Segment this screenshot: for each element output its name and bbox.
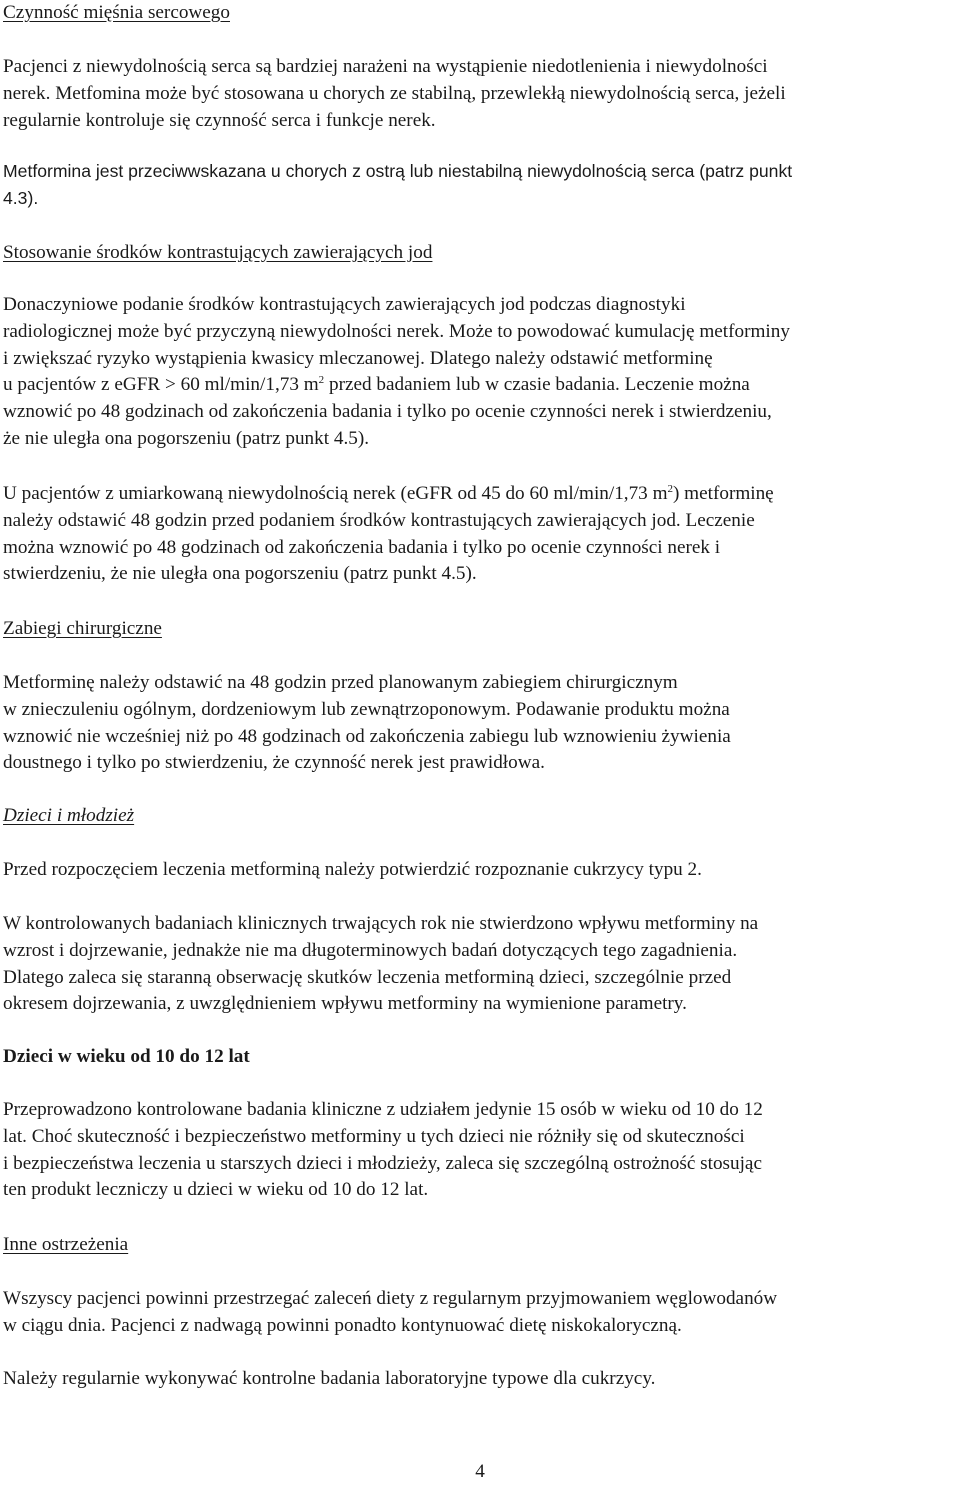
- text-line: regularnie kontroluje się czynność serca i funkcje nerek.: [3, 109, 436, 131]
- paragraph-diet: [3, 1286, 953, 1340]
- text-line: Dlatego zaleca się staranną obserwację skutków leczenia metforminą dzieci, szczególnie przed: [3, 966, 732, 988]
- text-line: wznowić po 48 godzinach od zakończenia badania i tylko po ocenie czynności nerek i stwierdzeniu,: [3, 401, 772, 423]
- section-heading-other-warnings: Inne ostrzeżenia: [3, 1234, 129, 1255]
- paragraph-lab-tests: [3, 1366, 953, 1393]
- subheading-children-10-12: Dzieci w wieku od 10 do 12 lat: [3, 1046, 250, 1067]
- text-line: Metformina jest przeciwwskazana u chorych z ostrą lub niestabilną niewydolnością serca (patrz punkt: [3, 161, 793, 181]
- section-heading-heart-function: Czynność mięśnia sercowego: [3, 2, 230, 23]
- text-line: Donaczyniowe podanie środków kontrastujących zawierających jod podczas diagnostyki: [3, 294, 686, 315]
- text-line: wzrost i dojrzewanie, jednakże nie ma długoterminowych badań dotyczących tego zagadnienia.: [3, 939, 738, 961]
- section-heading-children: Dzieci i młodzież: [3, 805, 135, 826]
- text-line: W kontrolowanych badaniach klinicznych trwających rok nie stwierdzono wpływu metforminy na: [3, 913, 759, 934]
- text-line: Metforminę należy odstawić na 48 godzin przed planowanym zabiegiem chirurgicznym: [3, 672, 678, 693]
- text-line: doustnego i tylko po stwierdzeniu, że czynność nerek jest prawidłowa.: [3, 752, 545, 774]
- text-line: w ciągu dnia. Pacjenci z nadwagą powinni ponadto kontynuować dietę niskokaloryczną.: [3, 1314, 682, 1336]
- section-heading-contrast-agents: Stosowanie środków kontrastujących zawierających jod: [3, 242, 433, 263]
- text-line: stwierdzeniu, że nie uległa ona pogorszeniu (patrz punkt 4.5).: [3, 563, 477, 585]
- text-line: i zwiększać ryzyko wystąpienia kwasicy mleczanowej. Dlatego należy odstawić metforminę: [3, 347, 713, 369]
- text-line: u pacjentów z eGFR > 60 ml/min/1,73 $m^2$ przed badaniem lub w czasie badania. Leczenie można: [3, 374, 750, 396]
- text-line: Wszyscy pacjenci powinni przestrzegać zaleceń diety z regularnym przyjmowaniem węglowodanów: [3, 1288, 778, 1309]
- text-line: ten produkt leczniczy u dzieci w wieku od 10 do 12 lat.: [3, 1179, 429, 1201]
- text-line: lat. Choć skuteczność i bezpieczeństwo metforminy u tych dzieci nie różniły się od skuteczności: [3, 1125, 745, 1147]
- paragraph-children-10-12: [3, 1097, 953, 1204]
- text-line: U pacjentów z umiarkowaną niewydolnością nerek (eGFR od 45 do 60 ml/min/1,73 $m^2$) metforminę: [3, 483, 774, 504]
- paragraph-surgery: [3, 670, 953, 777]
- paragraph-contrast-moderate-impairment: [3, 481, 953, 588]
- paragraph-diagnosis-confirmation: [3, 857, 953, 884]
- text-line: Należy regularnie wykonywać kontrolne badania laboratoryjne typowe dla cukrzycy.: [3, 1368, 656, 1389]
- text-line: należy odstawić 48 godzin przed podaniem środków kontrastujących zawierających jod. Leczenie: [3, 509, 755, 531]
- text-line: w znieczuleniu ogólnym, dordzeniowym lub zewnątrzoponowym. Podawanie produktu można: [3, 698, 730, 720]
- text-line: nerek. Metfomina może być stosowana u chorych ze stabilną, przewlekłą niewydolnością serca, jeżeli: [3, 82, 786, 104]
- paragraph-contraindication: [3, 158, 953, 212]
- text-line: wznowić nie wcześniej niż po 48 godzinach od zakończenia zabiegu lub wznowieniu żywienia: [3, 725, 731, 747]
- paragraph-heart-failure: [3, 54, 953, 134]
- section-heading-surgery: Zabiegi chirurgiczne: [3, 618, 162, 639]
- text-line: okresem dojrzewania, z uwzględnieniem wpływu metforminy na wymienione parametry.: [3, 993, 687, 1015]
- text-line: że nie uległa ona pogorszeniu (patrz punkt 4.5).: [3, 427, 370, 449]
- text-line: 4.3).: [3, 187, 39, 208]
- superscript: 2: [318, 374, 325, 387]
- paragraph-growth-studies: [3, 911, 953, 1018]
- text-line: Pacjenci z niewydolnością serca są bardziej narażeni na wystąpienie niedotlenienia i niewydolności: [3, 56, 768, 77]
- text-line: Przed rozpoczęciem leczenia metforminą należy potwierdzić rozpoznanie cukrzycy typu 2.: [3, 859, 702, 880]
- text-line: Przeprowadzono kontrolowane badania kliniczne z udziałem jedynie 15 osób w wieku od 10 do 12: [3, 1099, 763, 1120]
- text-line: radiologicznej może być przyczyną niewydolności nerek. Może to powodować kumulację metforminy: [3, 320, 790, 342]
- text-line: można wznowić po 48 godzinach od zakończenia badania i tylko po ocenie czynności nerek i: [3, 536, 721, 558]
- superscript: 2: [667, 483, 673, 495]
- text-line: i bezpieczeństwa leczenia u starszych dzieci i młodzieży, zaleca się szczególną ostrożność stosując: [3, 1152, 762, 1174]
- paragraph-contrast-egfr-over-60: [3, 292, 953, 453]
- page-number: 4: [475, 1461, 485, 1482]
